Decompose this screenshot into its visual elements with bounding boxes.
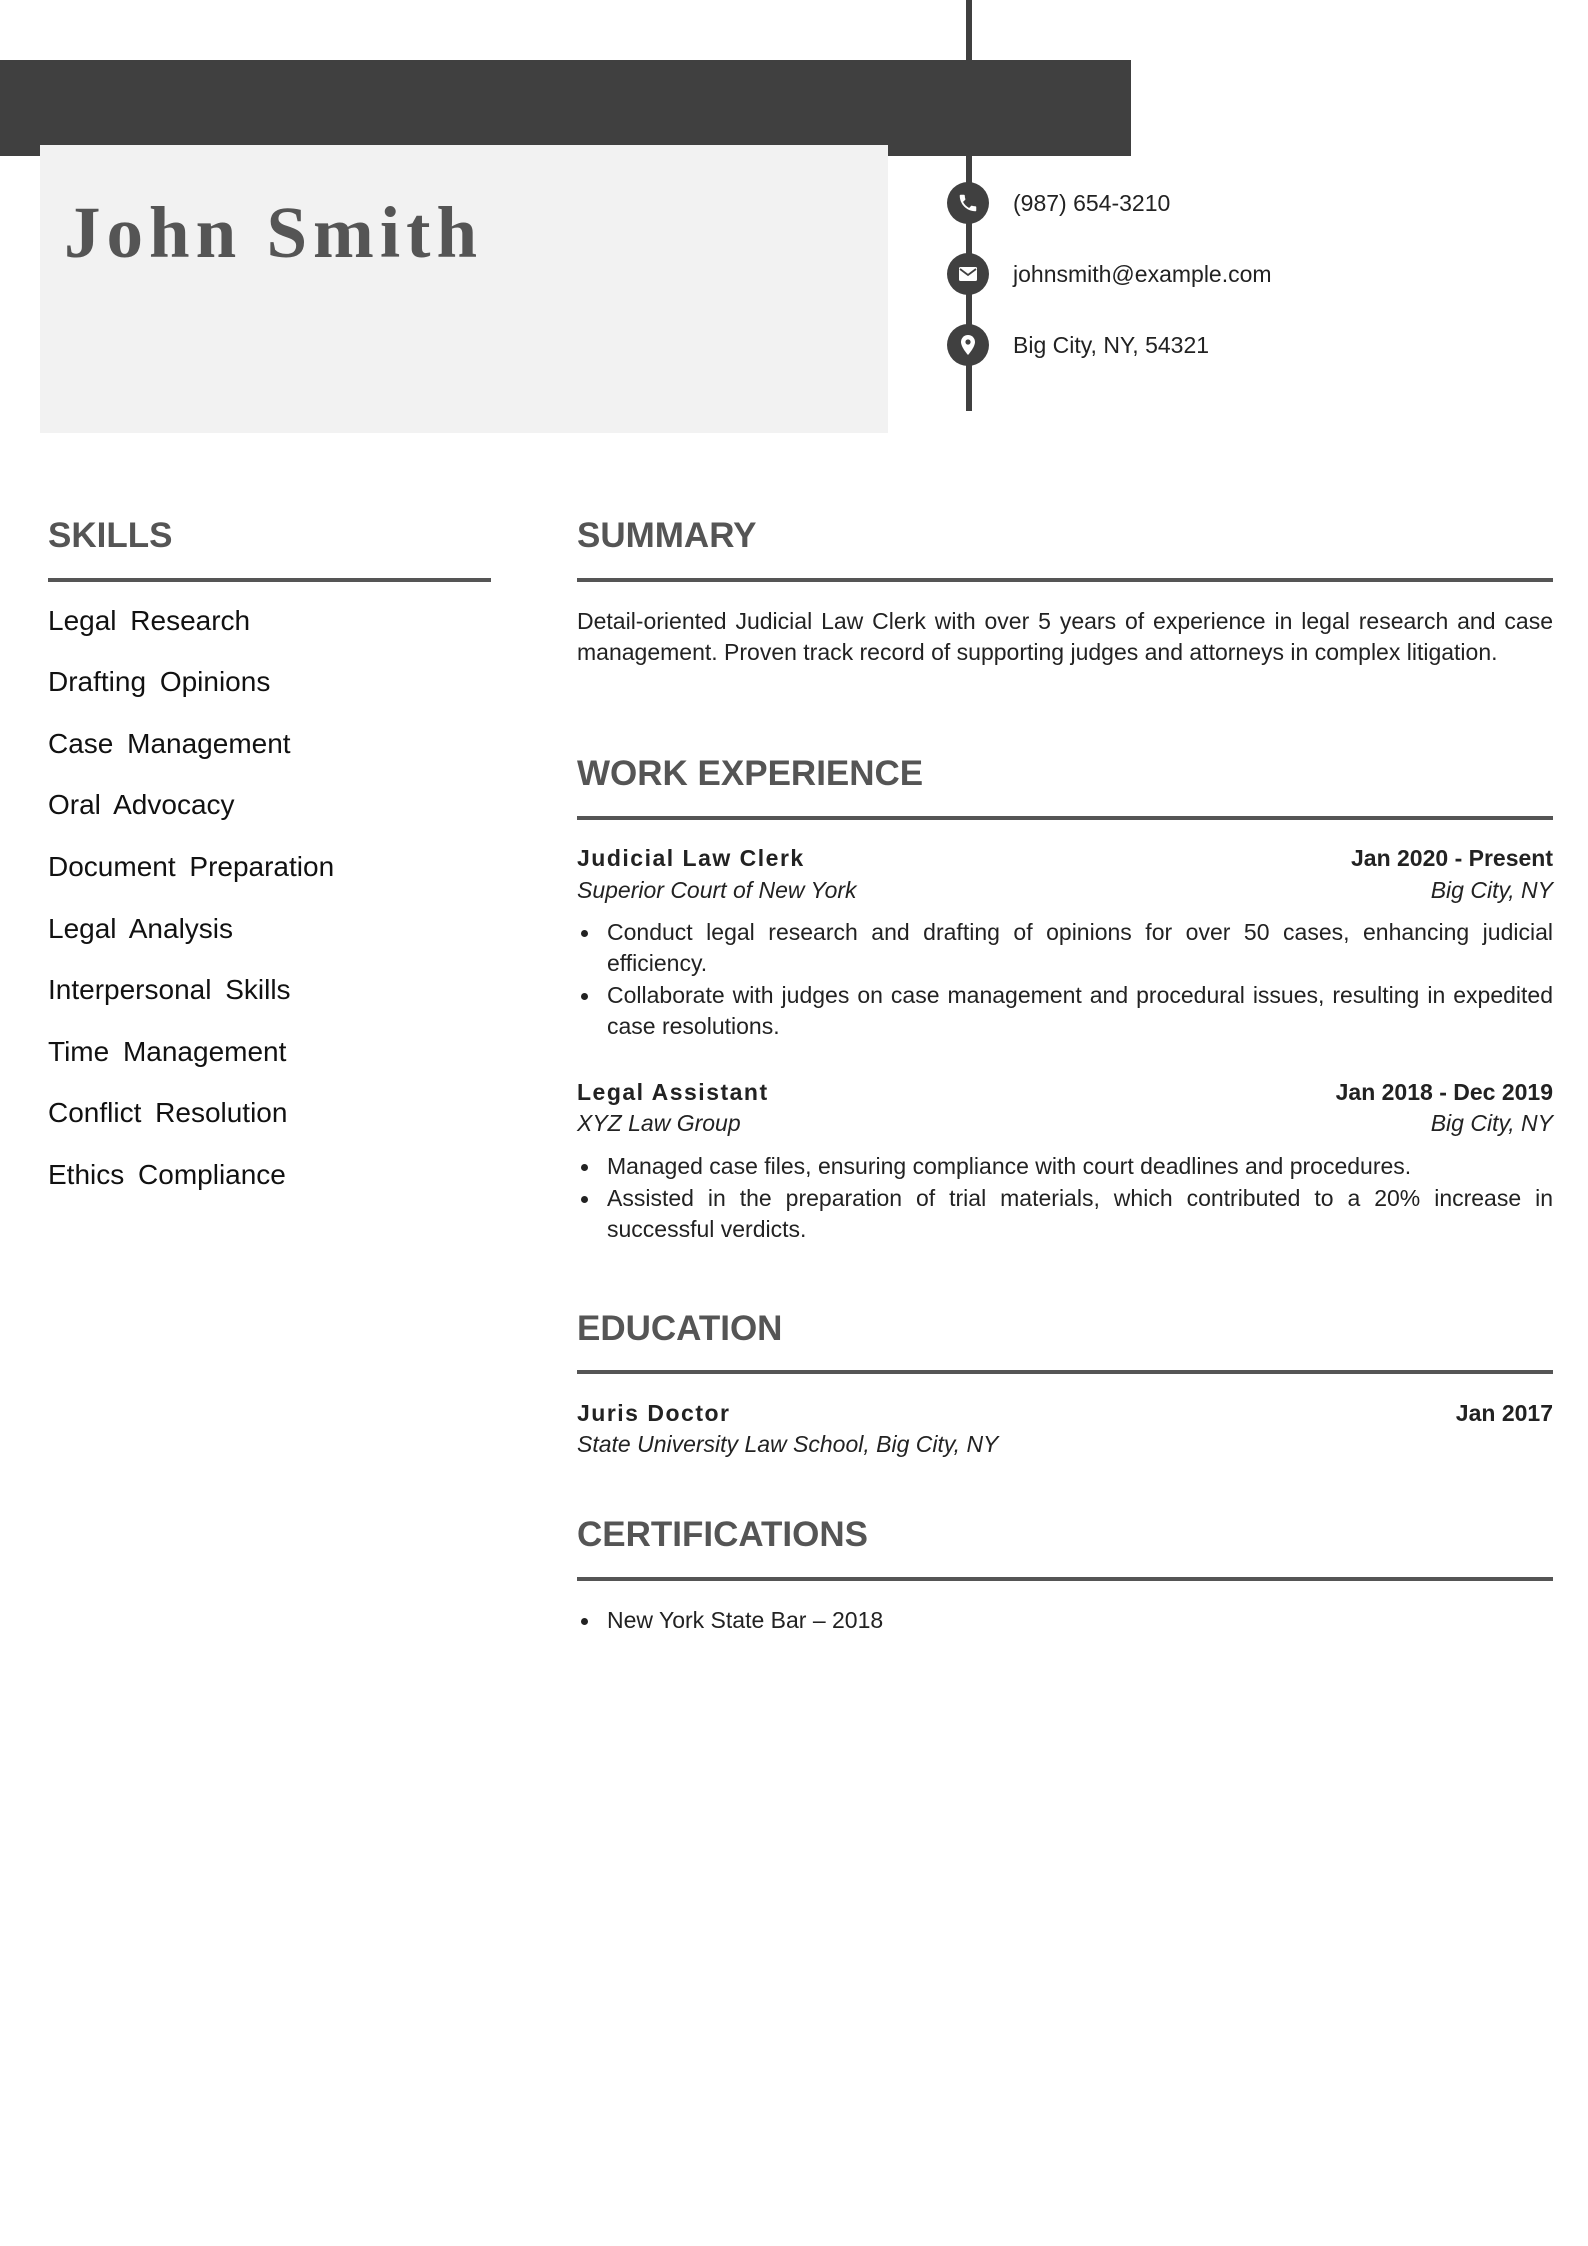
certification-item: New York State Bar – 2018 (577, 1605, 1553, 1636)
skill-item: Document Preparation (48, 851, 335, 882)
summary-divider (577, 578, 1553, 582)
job-bullets (577, 917, 1553, 1043)
job-location: Big City, NY (1430, 877, 1553, 903)
email-icon (947, 253, 989, 295)
location-text: Big City, NY, 54321 (1013, 331, 1210, 358)
phone-text: (987) 654-3210 (1013, 189, 1171, 216)
education-header (577, 1400, 1553, 1427)
skill-item: Oral Advocacy (48, 789, 235, 820)
summary-heading: SUMMARY (577, 516, 757, 555)
degree-name: Juris Doctor (577, 1400, 731, 1426)
job-header (577, 1079, 1553, 1106)
experience-heading: WORK EXPERIENCE (577, 754, 924, 793)
skills-divider (48, 578, 491, 582)
job-organization: Superior Court of New York (577, 877, 857, 903)
skill-item: Ethics Compliance (48, 1159, 286, 1190)
skill-item: Time Management (48, 1036, 287, 1067)
skill-item: Interpersonal Skills (48, 974, 291, 1005)
job-bullet: Collaborate with judges on case management and procedural issues, resulting in expedited case resolutions. (577, 980, 1553, 1042)
summary-text: Detail-oriented Judicial Law Clerk with over 5 years of experience in legal research and case management. Proven track record of supporting judges and attorneys in complex litigation. (577, 608, 1553, 665)
education-divider (577, 1370, 1553, 1374)
job-bullet: Assisted in the preparation of trial materials, which contributed to a 20% increase in successful verdicts. (577, 1183, 1553, 1245)
job-title: Legal Assistant (577, 1079, 769, 1105)
job-org-row (577, 877, 1553, 904)
skill-item: Drafting Opinions (48, 666, 271, 697)
job-bullets (577, 1151, 1553, 1246)
skill-item: Legal Research (48, 605, 251, 636)
school-name: State University Law School, Big City, NY (577, 1431, 999, 1457)
education-heading: EDUCATION (577, 1309, 783, 1348)
job-title: Judicial Law Clerk (577, 845, 805, 871)
contact-location (947, 323, 1209, 367)
job-header (577, 845, 1553, 872)
phone-icon (947, 182, 989, 224)
certifications-heading: CERTIFICATIONS (577, 1515, 869, 1554)
skill-item: Case Management (48, 728, 291, 759)
job-bullet: Managed case files, ensuring compliance with court deadlines and procedures. (577, 1151, 1553, 1182)
job-org-row (577, 1110, 1553, 1137)
job-dates: Jan 2018 - Dec 2019 (1335, 1079, 1553, 1105)
experience-divider (577, 816, 1553, 820)
certifications-divider (577, 1577, 1553, 1581)
header-bar (0, 60, 1131, 156)
contact-email (947, 252, 1272, 296)
email-text: johnsmith@example.com (1013, 260, 1272, 287)
education-school-row (577, 1431, 1553, 1458)
location-icon (947, 324, 989, 366)
job-dates: Jan 2020 - Present (1350, 845, 1553, 871)
job-location: Big City, NY (1430, 1110, 1553, 1136)
contact-phone (947, 181, 1170, 225)
candidate-name: John Smith (64, 192, 484, 273)
job-organization: XYZ Law Group (577, 1110, 741, 1136)
skill-item: Legal Analysis (48, 913, 234, 944)
name-panel (40, 145, 888, 433)
skill-item: Conflict Resolution (48, 1097, 288, 1128)
job-bullet: Conduct legal research and drafting of opinions for over 50 cases, enhancing judicial efficiency. (577, 917, 1553, 979)
skills-heading: SKILLS (48, 516, 173, 555)
degree-date: Jan 2017 (1455, 1400, 1553, 1426)
certification-list (577, 1605, 1553, 1637)
